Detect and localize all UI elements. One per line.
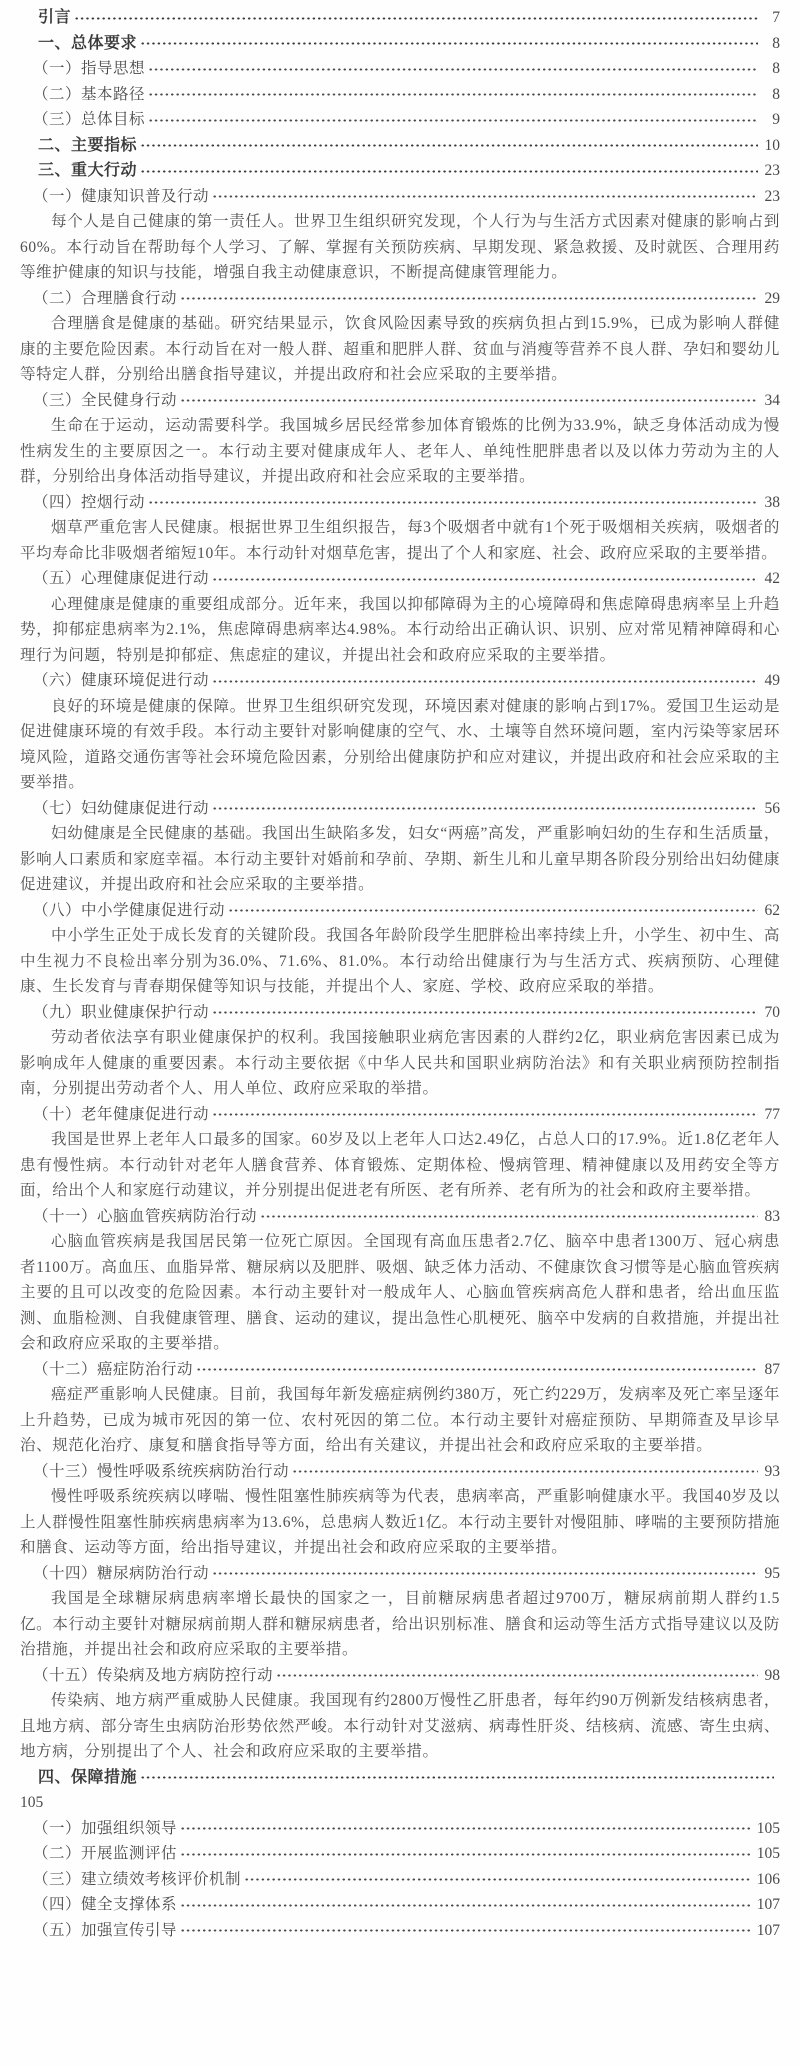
toc-entry: [20, 1841, 780, 1867]
toc-dotted-leader: [212, 1000, 758, 1026]
toc-entry: [20, 1867, 780, 1893]
toc-dotted-leader: [212, 184, 758, 210]
toc-dotted-leader: [148, 490, 758, 516]
toc-page-number: 9: [772, 111, 780, 128]
toc-page-number: 83: [764, 1207, 780, 1225]
section-summary: 生命在于运动，运动需要科学。我国城乡居民经常参加体育锻炼的比例为33.9%，缺乏身体活动成为慢性病发生的主要原因之一。本行动主要对健康成年人、老年人、单纯性肥胖患者以及以体力劳动为主的人群，分别给出身体活动指导建议，并提出政府和社会应采取的主要举措。: [20, 417, 780, 485]
toc-dotted-leader: [74, 5, 758, 31]
toc-entry: [20, 133, 780, 159]
toc-dotted-leader: [196, 1357, 758, 1383]
toc-page-number: 10: [764, 136, 780, 154]
toc-dotted-leader: [140, 133, 758, 159]
toc-entry-label: （二）基本路径: [33, 85, 146, 103]
section-summary: 烟草严重危害人民健康。根据世界卫生组织报告，每3个吸烟者中就有1个死于吸烟相关疾病，吸烟者的平均寿命比非吸烟者缩短10年。本行动针对烟草危害，提出了个人和家庭、社会、政府应采取的主要举措。: [20, 519, 780, 562]
toc-page-number: 42: [764, 570, 780, 587]
toc-dotted-leader: [148, 107, 758, 133]
toc-dotted-leader: [140, 1765, 774, 1791]
toc-entry: [20, 898, 780, 924]
toc-entry: [20, 1102, 780, 1128]
toc-entry: [20, 796, 780, 822]
toc-entry-label: 四、保障措施: [38, 1768, 138, 1786]
toc-dotted-leader: [140, 158, 758, 184]
toc-page-number: 93: [764, 1462, 780, 1480]
toc-entry: [20, 184, 780, 210]
toc-entry-label: （七）妇幼健康促进行动: [33, 799, 210, 817]
toc-entry: [20, 388, 780, 414]
toc-dotted-leader: [212, 668, 758, 694]
section-summary: 癌症严重影响人民健康。目前，我国每年新发癌症病例约380万，死亡约229万，发病率及死亡率呈逐年上升趋势，已成为城市死因的第一位、农村死因的第二位。本行动主要针对癌症预防、早期筛查及早诊早治、规范化治疗、康复和膳食指导等方面，给出有关建议，并提出社会和政府应采取的主要举措。: [20, 1386, 780, 1454]
toc-dotted-leader: [212, 1561, 758, 1587]
toc-entry: [20, 668, 780, 694]
toc-page-number: 106: [756, 1870, 780, 1888]
toc-entry: [20, 158, 780, 184]
toc-dotted-leader: [180, 1918, 751, 1944]
section-summary: 良好的环境是健康的保障。世界卫生组织研究发现，环境因素对健康的影响占到17%。爱国卫生运动是促进健康环境的有效手段。本行动主要针对影响健康的空气、水、土壤等自然环境问题，室内污染等家居环境风险，道路交通伤害等社会环境危险因素，分别给出健康防护和应对建议，并提出政府和社会应采取的主要举措。: [20, 697, 780, 791]
section-summary: 中小学生正处于成长发育的关键阶段。我国各年龄阶段学生肥胖检出率持续上升，小学生、初中生、高中生视力不良检出率分别为36.0%、71.6%、81.0%。本行动给出健康行为与生活方式、疾病预防、心理健康、生长发育与青春期保健等知识与技能，并提出个人、家庭、学校、政府应采取的举措。: [20, 927, 780, 995]
toc-entry-label: （五）加强宣传引导: [33, 1921, 178, 1939]
toc-entry-label: （十一）心脑血管疾病防治行动: [33, 1207, 258, 1225]
toc-dotted-leader: [212, 1102, 758, 1128]
toc-entry: [20, 1204, 780, 1230]
toc-entry-label: 二、主要指标: [38, 136, 138, 154]
toc-dotted-leader: [180, 1816, 751, 1842]
toc-entry: [20, 82, 780, 108]
toc-page-number: 8: [772, 34, 780, 52]
toc-entry: [20, 1663, 780, 1689]
section-summary: 传染病、地方病严重威胁人民健康。我国现有约2800万慢性乙肝患者，每年约90万例新发结核病患者，且地方病、部分寄生虫病防治形势依然严峻。本行动针对艾滋病、病毒性肝炎、结核病、流感、寄生虫病、地方病，分别提出了个人、社会和政府应采取的主要举措。: [20, 1692, 780, 1760]
toc-dotted-leader: [180, 1892, 751, 1918]
toc-entry-label: 一、总体要求: [38, 34, 138, 52]
toc-dotted-leader: [212, 566, 758, 592]
toc-entry-label: 引言: [38, 9, 72, 26]
toc-dotted-leader: [212, 796, 758, 822]
toc-entry: [20, 107, 780, 133]
toc-page-number: 107: [756, 1921, 780, 1939]
toc-entry-label: （一）指导思想: [33, 60, 146, 77]
toc-entry-label: （十二）癌症防治行动: [33, 1360, 194, 1378]
toc-entry: [20, 1918, 780, 1944]
section-summary: 我国是全球糖尿病患病率增长最快的国家之一，目前糖尿病患者超过9700万，糖尿病前期人群约1.5亿。本行动主要针对糖尿病前期人群和糖尿病患者，给出识别标准、膳食和运动等生活方式指导建议以及防治措施，并提出社会和政府应采取的主要举措。: [20, 1590, 780, 1658]
toc-dotted-leader: [180, 286, 758, 312]
toc-entry-label: （二）合理膳食行动: [33, 289, 178, 307]
toc-entry-label: （四）健全支撑体系: [33, 1896, 178, 1913]
toc-entry-label: （十三）慢性呼吸系统疾病防治行动: [33, 1462, 290, 1480]
toc-wrapped-page-number: 105: [20, 1794, 44, 1811]
toc-page-number: 56: [764, 799, 780, 817]
toc-page-number: 62: [764, 901, 780, 919]
toc-entry: [20, 56, 780, 82]
toc-page-number: 105: [756, 1845, 780, 1862]
toc-entry: [20, 1765, 780, 1791]
toc-entry-label: （六）健康环境促进行动: [33, 672, 210, 689]
toc-page-number: 8: [772, 85, 780, 103]
table-of-contents: [20, 5, 780, 1943]
toc-page-number: 107: [756, 1896, 780, 1913]
toc-page-number: 23: [764, 162, 780, 179]
toc-page-number: 70: [764, 1003, 780, 1021]
toc-entry-label: （一）健康知识普及行动: [33, 187, 210, 205]
toc-page-number: 98: [764, 1666, 780, 1684]
toc-entry: [20, 1357, 780, 1383]
toc-dotted-leader: [228, 898, 758, 924]
toc-entry-label: （十）老年健康促进行动: [33, 1105, 210, 1123]
toc-page-number: 105: [756, 1819, 780, 1837]
toc-dotted-leader: [260, 1204, 758, 1230]
section-summary: 劳动者依法享有职业健康保护的权利。我国接触职业病危害因素的人群约2亿，职业病危害因素已成为影响成年人健康的重要因素。本行动主要依据《中华人民共和国职业病防治法》和有关职业病预防控制指南，分别提出劳动者个人、用人单位、政府应采取的举措。: [20, 1029, 780, 1097]
toc-page-number: 29: [764, 289, 780, 307]
toc-entry-label: （十四）糖尿病防治行动: [33, 1564, 210, 1582]
toc-page-number: 34: [764, 391, 780, 409]
toc-entry: [20, 5, 780, 31]
toc-entry-label: （三）全民健身行动: [33, 391, 178, 409]
toc-page-number: 87: [764, 1360, 780, 1378]
toc-dotted-leader: [276, 1663, 758, 1689]
toc-page-number: 49: [764, 672, 780, 689]
toc-entry: [20, 1000, 780, 1026]
toc-dotted-leader: [148, 82, 758, 108]
toc-page-number: 23: [764, 187, 780, 205]
section-summary: 心理健康是健康的重要组成部分。近年来，我国以抑郁障碍为主的心境障碍和焦虑障碍患病率呈上升趋势，抑郁症患病率为2.1%，焦虑障碍患病率达4.98%。本行动给出正确认识、识别、应对常见精神障碍和心理行为问题，特别是抑郁症、焦虑症的建议，并提出社会和政府应采取的主要举措。: [20, 595, 780, 664]
toc-entry-label: 三、重大行动: [38, 162, 138, 179]
toc-entry-label: （九）职业健康保护行动: [33, 1003, 210, 1021]
toc-page-number: 77: [764, 1105, 780, 1123]
toc-dotted-leader: [244, 1867, 751, 1893]
toc-entry-label: （八）中小学健康促进行动: [33, 901, 226, 919]
toc-entry: [20, 1561, 780, 1587]
toc-entry-label: （五）心理健康促进行动: [33, 570, 210, 587]
toc-page-number: 38: [764, 493, 780, 511]
toc-dotted-leader: [148, 56, 758, 82]
section-summary: 妇幼健康是全民健康的基础。我国出生缺陷多发，妇女“两癌”高发，严重影响妇幼的生存和生活质量，影响人口素质和家庭幸福。本行动主要针对婚前和孕前、孕期、新生儿和儿童早期各阶段分别给出妇幼健康促进建议，并提出政府和社会应采取的主要举措。: [20, 825, 780, 893]
toc-entry-label: （一）加强组织领导: [33, 1819, 178, 1837]
section-summary: 慢性呼吸系统疾病以哮喘、慢性阻塞性肺疾病等为代表，患病率高，严重影响健康水平。我国40岁及以上人群慢性阻塞性肺疾病患病率为13.6%，总患病人数近1亿。本行动主要针对慢阻肺、哮喘的主要预防措施和膳食、运动等方面，给出指导建议，并提出社会和政府应采取的主要举措。: [20, 1488, 780, 1556]
section-summary: 每个人是自己健康的第一责任人。世界卫生组织研究发现，个人行为与生活方式因素对健康的影响占到60%。本行动旨在帮助每个人学习、了解、掌握有关预防疾病、早期发现、紧急救援、及时就医、合理用药等维护健康的知识与技能，增强自我主动健康意识，不断提高健康管理能力。: [20, 213, 780, 281]
section-summary: 我国是世界上老年人口最多的国家。60岁及以上老年人口达2.49亿，占总人口的17.9%。近1.8亿老年人患有慢性病。本行动针对老年人膳食营养、体育锻炼、定期体检、慢病管理、精神健康以及用药安全等方面，给出个人和家庭行动建议，并分别提出促进老有所医、老有所养、老有所为的社会和政府主要举措。: [20, 1131, 780, 1199]
toc-dotted-leader: [180, 388, 758, 414]
section-summary: 心脑血管疾病是我国居民第一位死亡原因。全国现有高血压患者2.7亿、脑卒中患者1300万、冠心病患者1100万。高血压、血脂异常、糖尿病以及肥胖、吸烟、缺乏体力活动、不健康饮食习惯等是心脑血管疾病主要的且可以改变的危险因素。本行动主要针对一般成年人、心脑血管疾病高危人群和患者，给出血压监测、血脂检测、自我健康管理、膳食、运动的建议，提出急性心肌梗死、脑卒中发病的自救措施，并提出社会和政府应采取的主要举措。: [20, 1233, 780, 1352]
section-summary: 合理膳食是健康的基础。研究结果显示，饮食风险因素导致的疾病负担占到15.9%，已成为影响人群健康的主要危险因素。本行动旨在对一般人群、超重和肥胖人群、贫血与消瘦等营养不良人群、孕妇和婴幼儿等特定人群，分别给出膳食指导建议，并提出政府和社会应采取的主要举措。: [20, 315, 780, 383]
toc-entry: [20, 566, 780, 592]
toc-entry-label: （三）建立绩效考核评价机制: [33, 1870, 242, 1888]
toc-page-number: 8: [772, 60, 780, 77]
toc-entry: [20, 490, 780, 516]
toc-entry: [20, 31, 780, 57]
toc-page-number: 7: [772, 9, 780, 26]
toc-entry: [20, 286, 780, 312]
toc-entry: [20, 1459, 780, 1485]
toc-entry-label: （三）总体目标: [33, 111, 146, 128]
toc-dotted-leader: [140, 31, 758, 57]
toc-entry: [20, 1892, 780, 1918]
toc-entry-label: （十五）传染病及地方病防控行动: [33, 1666, 274, 1684]
toc-page-number: 95: [764, 1564, 780, 1582]
toc-entry-label: （四）控烟行动: [33, 493, 146, 511]
toc-dotted-leader: [180, 1841, 751, 1867]
toc-dotted-leader: [292, 1459, 758, 1485]
toc-entry-label: （二）开展监测评估: [33, 1845, 178, 1862]
toc-entry: [20, 1816, 780, 1842]
